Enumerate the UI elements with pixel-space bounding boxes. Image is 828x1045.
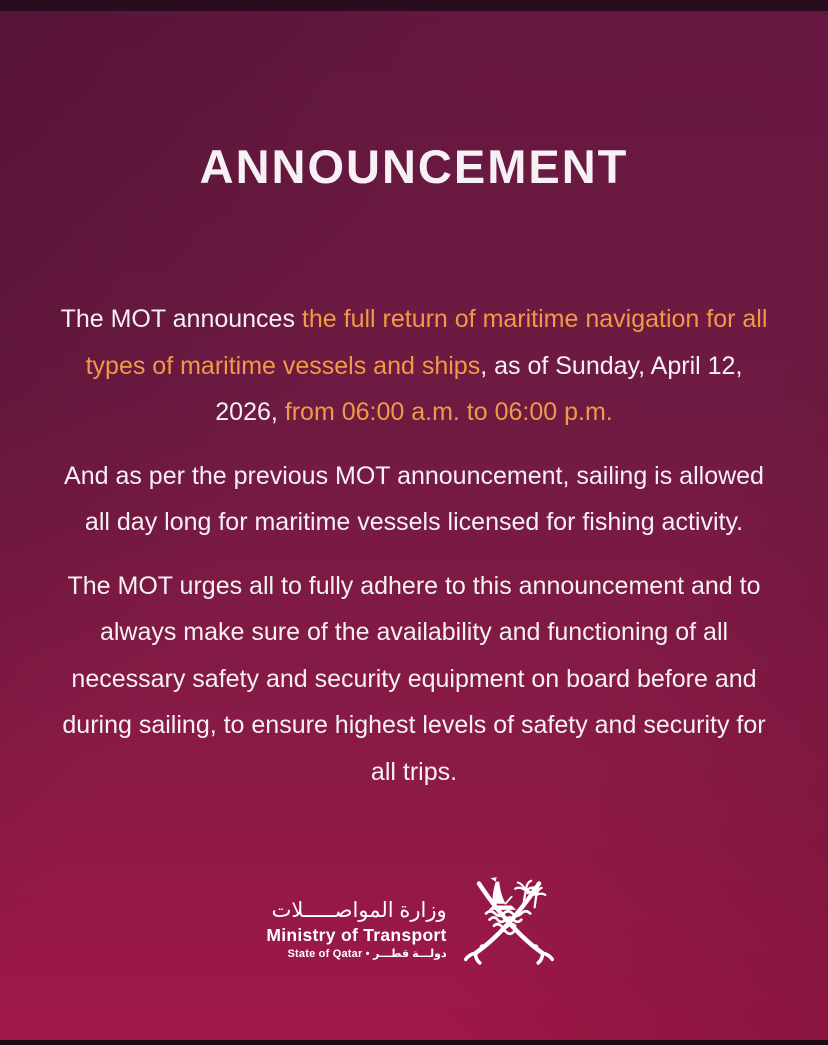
bottom-border-bar [0,1040,828,1045]
logo-arabic-name: وزارة المواصـــــلات [271,899,447,922]
mot-logo-text [266,872,446,962]
qatar-emblem-icon [456,864,562,970]
top-border-bar [0,0,828,11]
text-segment: The MOT urges all to fully adhere to this announcement and to always make sure of the availability and functioning of all necessary safety and security equipment on board before and during sailing, to ensure highest levels of safety and security for all trips. [62,571,766,786]
text-segment-highlight: from 06:00 a.m. to 06:00 p.m. [284,398,613,426]
logo-english-name: Ministry of Transport [266,925,447,945]
text-segment: , as of Sunday, April 12, 2026, [215,351,743,426]
paragraph-navigation-return [54,296,774,436]
mot-logo [0,864,828,970]
text-segment: The MOT announces [60,305,302,333]
text-segment-highlight: the full return of maritime navigation for all types of maritime vessels and ships [85,305,768,380]
paragraph-safety-urging [54,563,774,796]
logo-tagline: State of Qatar • دولـــة قطـــر [287,948,447,960]
paragraph-fishing-exception [54,453,774,546]
text-segment: And as per the previous MOT announcement, sailing is allowed all day long for maritime vessels licensed for fishing activity. [64,461,764,536]
page-title: ANNOUNCEMENT [199,140,629,193]
announcement-body [54,296,774,812]
